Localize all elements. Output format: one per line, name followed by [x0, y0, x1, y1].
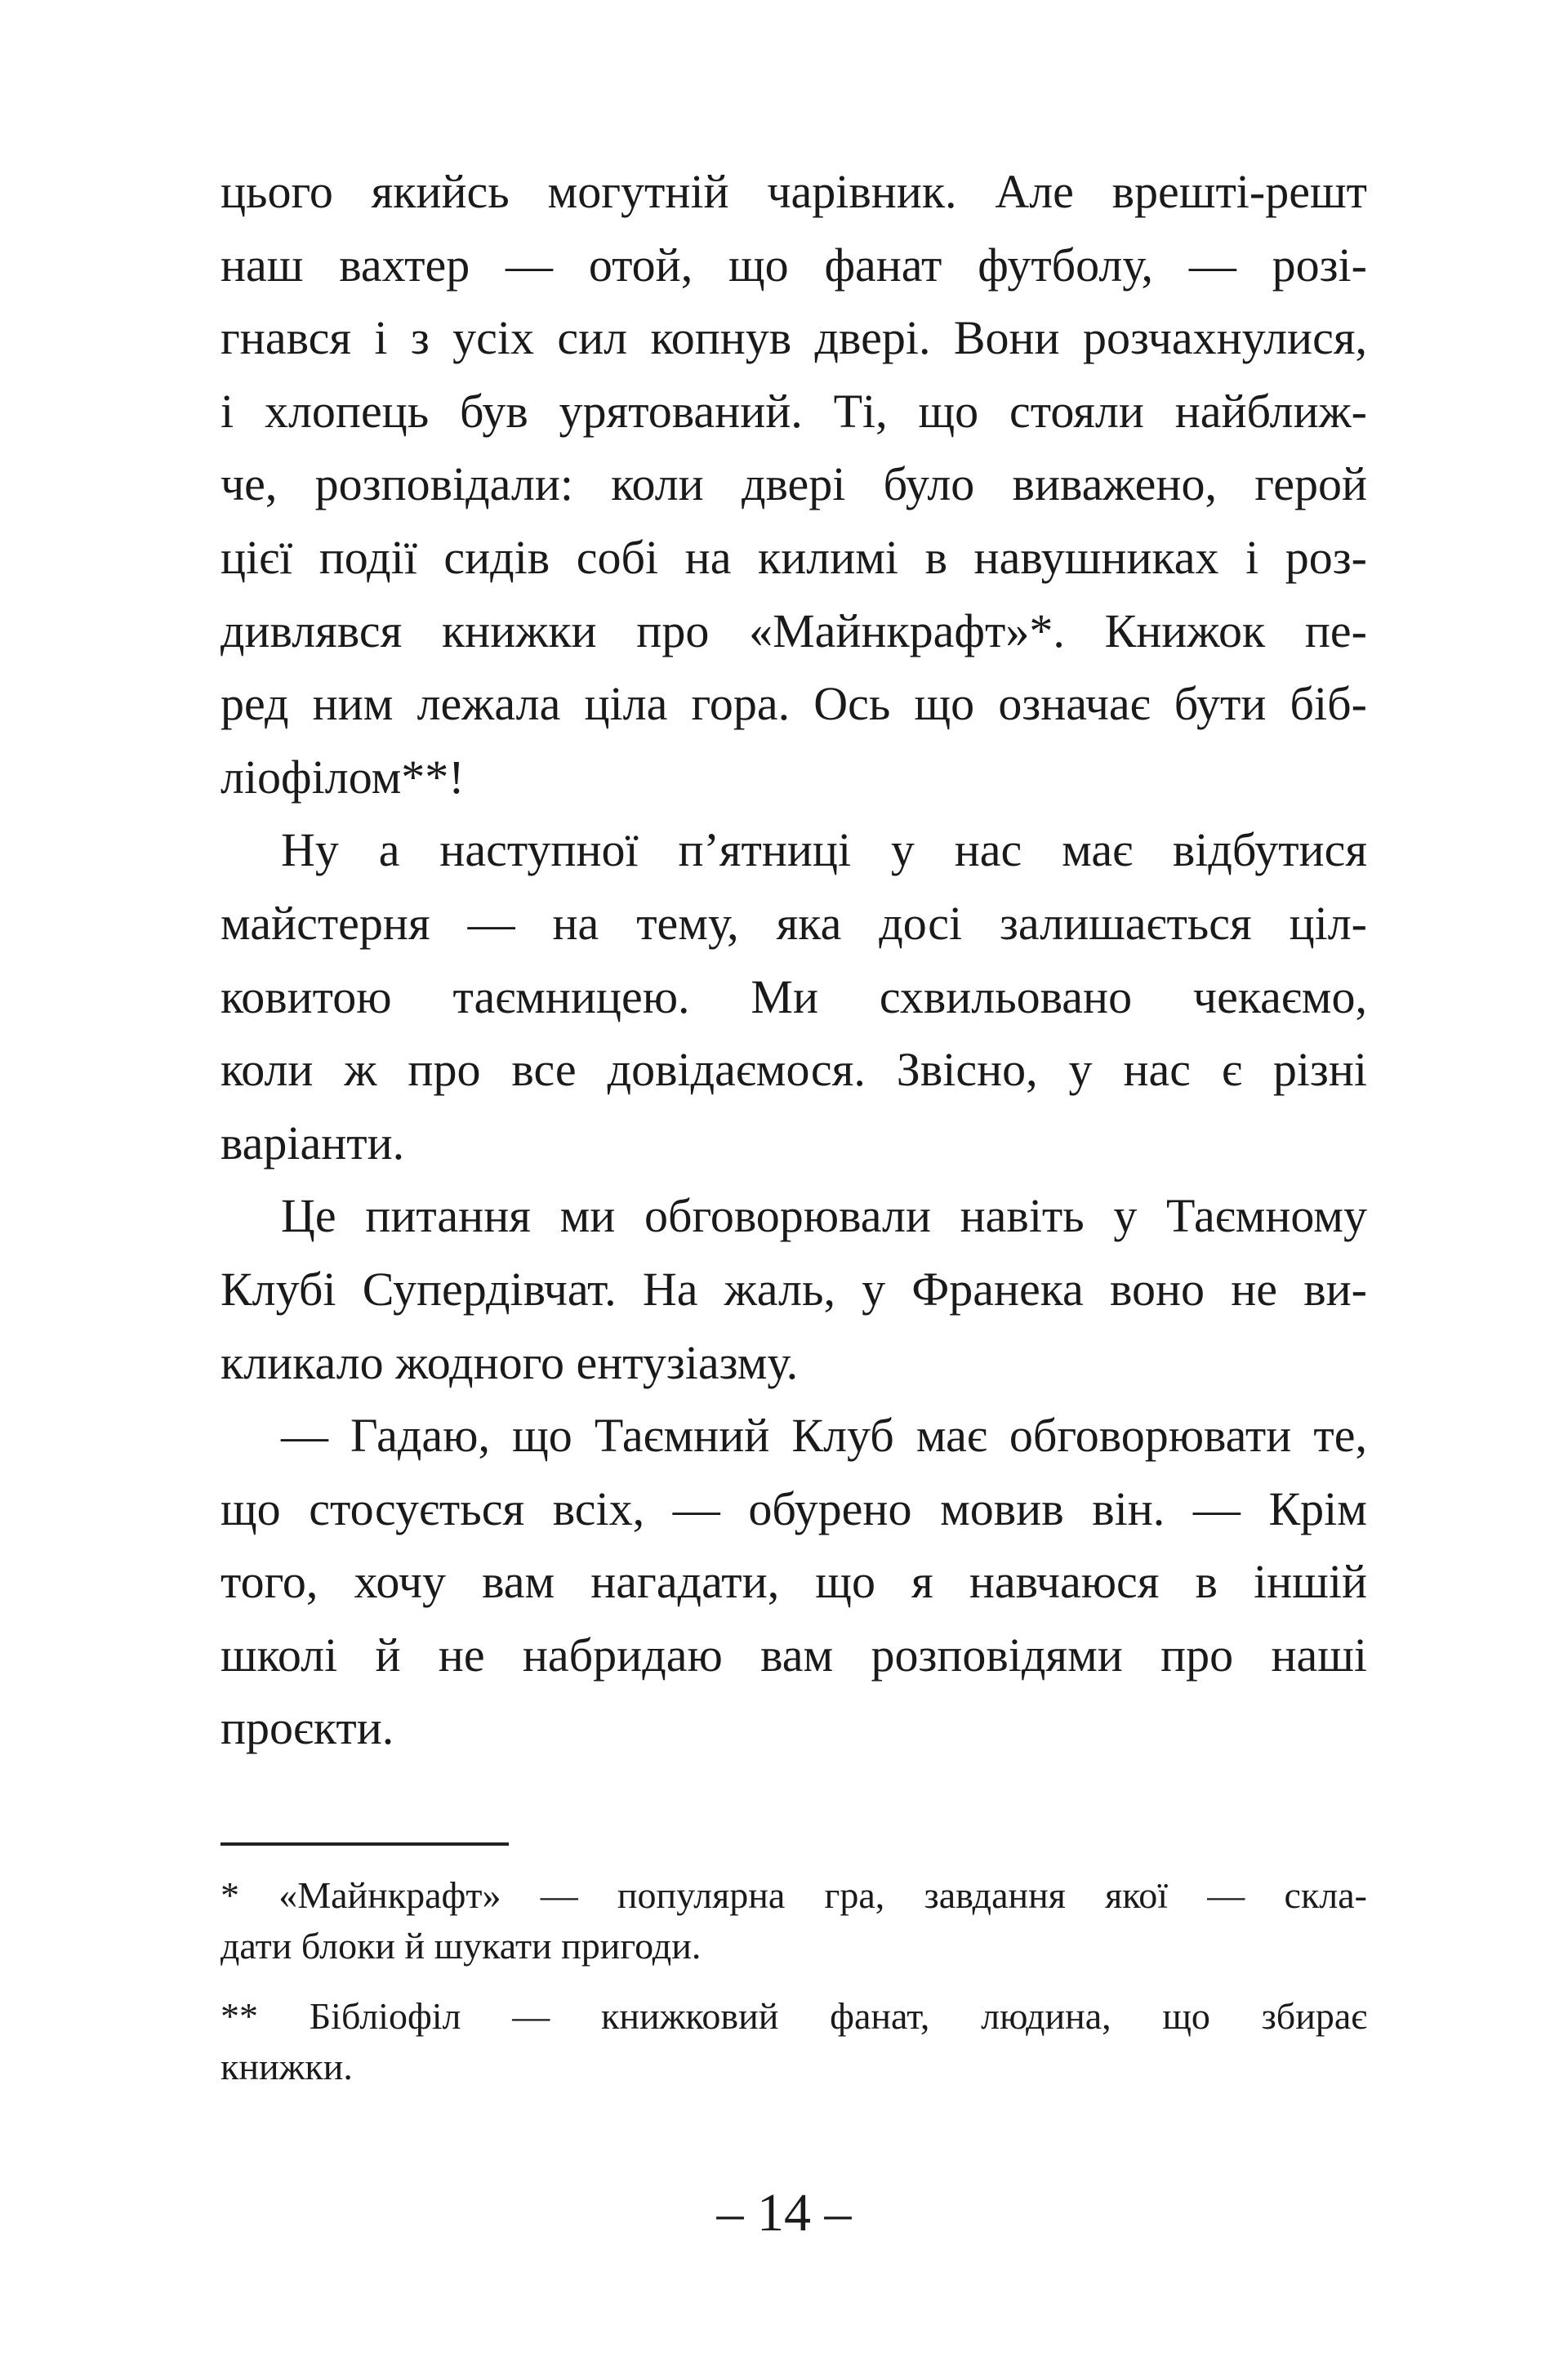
text-line: Ну а наступної п’ятниці у нас має відбутися	[281, 823, 1367, 877]
text-line: гнався і з усіх сил копнув двері. Вони розчахнулися,	[220, 311, 1367, 365]
footnote	[220, 1870, 1367, 1971]
text-line: цього якийсь могутній чарівник. Але врешті-решт	[220, 165, 1367, 218]
text-line: проєкти.	[220, 1701, 394, 1755]
footnote-line: * «Майнкрафт» — популярна гра, завдання якої — скла-	[220, 1874, 1367, 1916]
footnote	[220, 1991, 1367, 2092]
text-line: школі й не набридаю вам розповідями про наші	[220, 1628, 1367, 1682]
page-number: – 14 –	[716, 2183, 852, 2243]
footnote-line: дати блоки й шукати пригоди.	[220, 1925, 702, 1967]
paragraph	[220, 813, 1367, 1179]
text-line: ліофілом**!	[220, 750, 465, 804]
text-line: ковитою таємницею. Ми схвильовано чекаємо,	[220, 969, 1367, 1023]
text-line: коли ж про все довідаємося. Звісно, у нас є різні	[220, 1043, 1367, 1097]
footnote-line: книжки.	[220, 2046, 353, 2087]
footnote-line: ** Бібліофіл — книжковий фанат, людина, що збирає	[220, 1995, 1367, 2037]
paragraph	[220, 1399, 1367, 1765]
text-line: Клубі Супердівчат. На жаль, у Франека воно не ви-	[220, 1262, 1367, 1316]
footnotes	[220, 1870, 1367, 2092]
body-text	[220, 155, 1367, 1765]
text-line: і хлопець був урятований. Ті, що стояли найближ-	[220, 384, 1367, 438]
text-line: Це питання ми обговорювали навіть у Таємному	[281, 1189, 1367, 1243]
text-line: майстерня — на тему, яка досі залишається ціл-	[220, 896, 1367, 950]
text-line: дивлявся книжки про «Майнкрафт»*. Книжок пе-	[220, 604, 1367, 657]
text-line: що стосується всіх, — обурено мовив він. — Крім	[220, 1481, 1367, 1535]
text-line: ред ним лежала ціла гора. Ось що означає бути біб-	[220, 677, 1367, 731]
text-line: варіанти.	[220, 1116, 405, 1169]
text-line: кликало жодного ентузіазму.	[220, 1335, 799, 1389]
paragraph	[220, 1179, 1367, 1399]
footnote-divider	[220, 1842, 509, 1846]
text-line: того, хочу вам нагадати, що я навчаюся в іншій	[220, 1555, 1367, 1609]
text-line: цієї події сидів собі на килимі в навушниках і роз-	[220, 530, 1367, 584]
text-line: — Гадаю, що Таємний Клуб має обговорювати те,	[281, 1409, 1367, 1463]
text-line: наш вахтер — отой, що фанат футболу, — розі-	[220, 238, 1367, 292]
paragraph	[220, 155, 1367, 813]
text-line: че, розповідали: коли двері було виважено, герой	[220, 457, 1367, 511]
